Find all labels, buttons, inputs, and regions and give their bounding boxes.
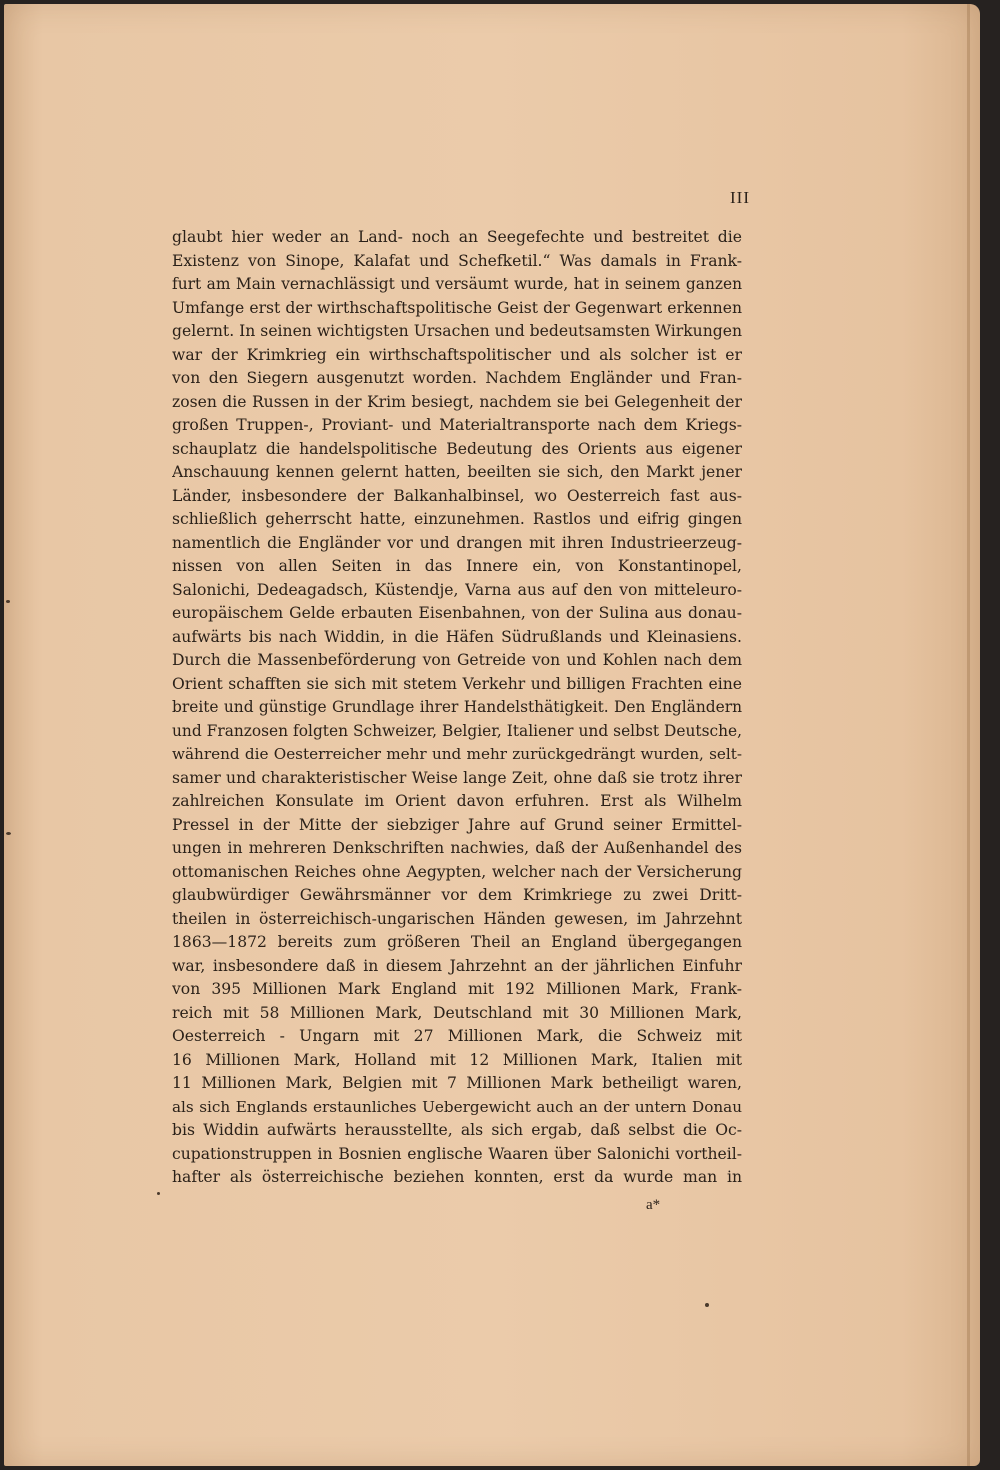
text-line: 11 Millionen Mark, Belgien mit 7 Millionen Mark betheiligt waren, bbox=[172, 1074, 742, 1092]
signature-mark: a* bbox=[646, 1197, 661, 1213]
text-line: 1863—1872 bereits zum größeren Theil an England übergegangen bbox=[172, 933, 742, 951]
text-line: bis Widdin aufwärts herausstellte, als sich ergab, daß selbst die Oc- bbox=[172, 1121, 742, 1139]
text-line: nissen von allen Seiten in das Innere ein, von Konstantinopel, bbox=[172, 557, 742, 575]
text-line: Existenz von Sinope, Kalafat und Schefketil.“ Was damals in Frank- bbox=[172, 251, 742, 270]
text-line: ungen in mehreren Denkschriften nachwies, daß der Außenhandel des bbox=[172, 839, 742, 857]
text-line: breite und günstige Grundlage ihrer Handelsthätigkeit. Den Engländern bbox=[172, 698, 742, 716]
text-line: hafter als österreichische beziehen konnten, erst da wurde man in bbox=[172, 1168, 742, 1186]
text-line: glaubt hier weder an Land- noch an Seegefechte und bestreitet die bbox=[172, 228, 742, 246]
text-line: Länder, insbesondere der Balkanhalbinsel, wo Oesterreich fast aus- bbox=[172, 486, 742, 505]
text-line: ottomanischen Reiches ohne Aegypten, welcher nach der Versicherung bbox=[172, 862, 742, 881]
text-line: schließlich geherrscht hatte, einzunehmen. Rastlos und eifrig gingen bbox=[172, 510, 742, 528]
text-line: zosen die Russen in der Krim besiegt, nachdem sie bei Gelegenheit der bbox=[172, 392, 742, 411]
text-line: aufwärts bis nach Widdin, in die Häfen Südrußlands und Kleinasiens. bbox=[172, 627, 742, 646]
text-line: Oesterreich - Ungarn mit 27 Millionen Mark, die Schweiz mit bbox=[172, 1027, 742, 1045]
text-line: furt am Main vernachlässigt und versäumt wurde, hat in seinem ganzen bbox=[172, 275, 742, 293]
text-line: namentlich die Engländer vor und drangen mit ihren Industrieerzeug- bbox=[172, 533, 742, 552]
text-line: als sich Englands erstaunliches Uebergewicht auch an der untern Donau bbox=[172, 1097, 742, 1116]
text-line: Orient schafften sie sich mit stetem Verkehr und billigen Frachten eine bbox=[172, 674, 742, 693]
text-line: Durch die Massenbeförderung von Getreide von und Kohlen nach dem bbox=[172, 651, 742, 669]
text-line: reich mit 58 Millionen Mark, Deutschland mit 30 Millionen Mark, bbox=[172, 1003, 742, 1022]
text-line: glaubwürdiger Gewährsmänner vor dem Krimkriege zu zwei Dritt- bbox=[172, 886, 742, 904]
text-line: samer und charakteristischer Weise lange Zeit, ohne daß sie trotz ihrer bbox=[172, 768, 742, 787]
text-line: theilen in österreichisch-ungarischen Händen gewesen, im Jahrzehnt bbox=[172, 909, 742, 928]
text-line: Pressel in der Mitte der siebziger Jahre auf Grund seiner Ermittel- bbox=[172, 815, 742, 834]
margin-speck bbox=[6, 600, 10, 603]
text-line: und Franzosen folgten Schweizer, Belgier, Italiener und selbst Deutsche, bbox=[172, 721, 742, 740]
text-line: europäischem Gelde erbauten Eisenbahnen, von der Sulina aus donau- bbox=[172, 604, 742, 622]
text-line: von 395 Millionen Mark England mit 192 Millionen Mark, Frank- bbox=[172, 980, 742, 998]
text-line: Anschauung kennen gelernt hatten, beeilten sie sich, den Markt jener bbox=[172, 463, 742, 481]
text-line: war, insbesondere daß in diesem Jahrzehnt an der jährlichen Einfuhr bbox=[172, 956, 742, 975]
page-edge-shadow bbox=[967, 4, 970, 1466]
page-number: III bbox=[730, 188, 750, 207]
text-line: von den Siegern ausgenutzt worden. Nachdem Engländer und Fran- bbox=[172, 369, 742, 387]
text-line: Umfange erst der wirthschaftspolitische Geist der Gegenwart erkennen bbox=[172, 298, 742, 317]
text-line: schauplatz die handelspolitische Bedeutung des Orients aus eigener bbox=[172, 439, 742, 458]
text-line: cupationstruppen in Bosnien englische Waaren über Salonichi vortheil- bbox=[172, 1144, 742, 1163]
body-text bbox=[172, 226, 742, 1190]
text-line: während die Oesterreicher mehr und mehr zurückgedrängt wurden, selt- bbox=[172, 745, 742, 763]
text-line: Salonichi, Dedeagadsch, Küstendje, Varna aus auf den von mitteleuro- bbox=[172, 580, 742, 599]
ink-speck bbox=[157, 1192, 160, 1195]
ink-speck bbox=[705, 1303, 709, 1307]
text-line: gelernt. In seinen wichtigsten Ursachen und bedeutsamsten Wirkungen bbox=[172, 322, 742, 340]
margin-speck bbox=[6, 832, 11, 835]
text-line: großen Truppen-, Proviant- und Materialtransporte nach dem Kriegs- bbox=[172, 416, 742, 434]
text-line: zahlreichen Konsulate im Orient davon erfuhren. Erst als Wilhelm bbox=[172, 792, 742, 810]
text-line: 16 Millionen Mark, Holland mit 12 Millionen Mark, Italien mit bbox=[172, 1050, 742, 1069]
text-line: war der Krimkrieg ein wirthschaftspolitischer und als solcher ist er bbox=[172, 345, 742, 364]
